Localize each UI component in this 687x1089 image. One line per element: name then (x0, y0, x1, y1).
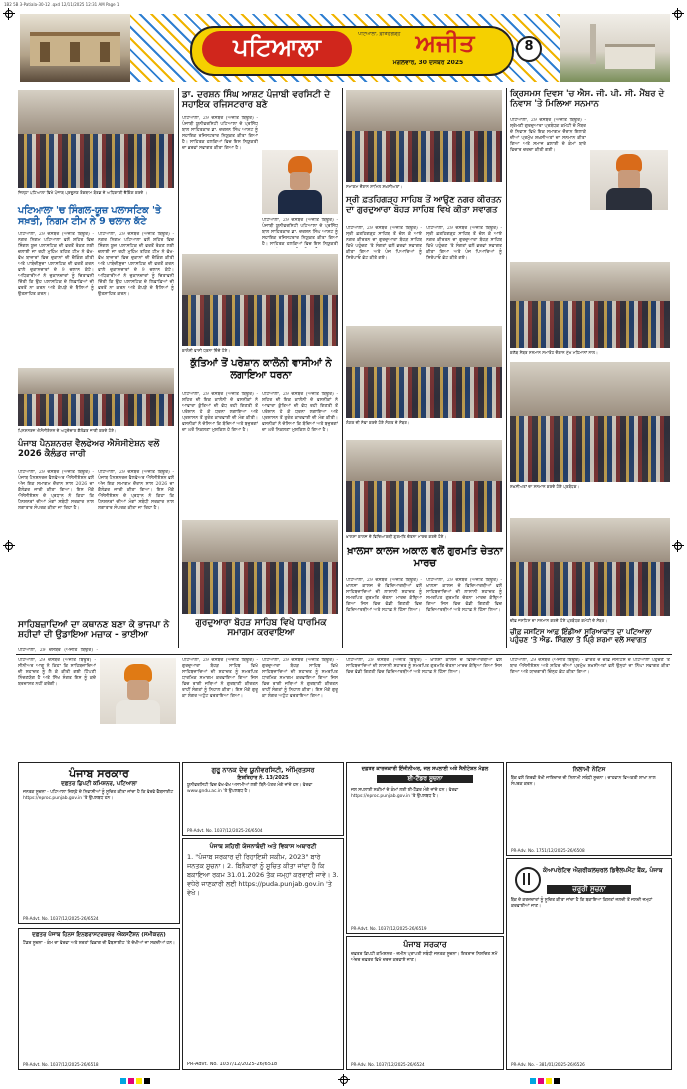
ad-puda (182, 838, 344, 1070)
body-plastic-col2: ਪਟਿਆਲਾ, 29 ਦਸੰਬਰ (ਅਜੀਤ ਬਿਊਰੋ) - ਨਗਰ ਨਿਗਮ ਪਟਿਆਲਾ ਵਲੋਂ ਸ਼ਹਿਰ ਵਿਚ ਸਿੰਗਲ ਯੂਜ਼ ਪਲਾਸਟਿਕ ਦੀ ਵਰਤੋਂ ਰੋਕਣ ਲਈ ਚਲਾਈ ਜਾ ਰਹੀ ਮੁਹਿੰਮ ਤਹਿਤ ਟੀਮ ਨੇ ਵੱਖ-ਵੱਖ ਬਾਜ਼ਾਰਾਂ ਵਿਚ ਦੁਕਾਨਾਂ ਦੀ ਚੈਕਿੰਗ ਕੀਤੀ ਅਤੇ ਪਾਬੰਦੀਸ਼ੁਦਾ ਪਲਾਸਟਿਕ ਦੀ ਵਰਤੋਂ ਕਰਨ ਵਾਲੇ ਦੁਕਾਨਦਾਰਾਂ ਦੇ 9 ਚਲਾਨ ਕੱਟੇ। ਅਧਿਕਾਰੀਆਂ ਨੇ ਦੁਕਾਨਦਾਰਾਂ ਨੂੰ ਚਿਤਾਵਨੀ ਦਿੱਤੀ ਕਿ ਉਹ ਪਲਾਸਟਿਕ ਦੇ ਲਿਫ਼ਾਫ਼ਿਆਂ ਦੀ ਵਰਤੋਂ ਨਾ ਕਰਨ ਅਤੇ ਕੱਪੜੇ ਦੇ ਥੈਲਿਆਂ ਨੂੰ ਉਤਸ਼ਾਹਿਤ ਕਰਨ। (98, 232, 174, 297)
caption-gurmat-march: ਖ਼ਾਲਸਾ ਕਾਲਜ ਦੇ ਵਿਦਿਆਰਥੀ ਗੁਰਮਤਿ ਚੇਤਨਾ ਮਾਰਚ ਕਰਦੇ ਹੋਏ। (346, 534, 447, 539)
body-nagar-kirtan: ਪਟਿਆਲਾ, 29 ਦਸੰਬਰ (ਅਜੀਤ ਬਿਊਰੋ) - ਸ੍ਰੀ ਫ਼ਤਹਿਗੜ੍ਹ ਸਾਹਿਬ ਤੋਂ ਚੱਲ ਕੇ ਆਏ ਨਗਰ ਕੀਰਤਨ ਦਾ ਗੁਰਦੁਆਰਾ ਬੋਹੜ ਸਾਹਿਬ ਵਿਖੇ ਪਹੁੰਚਣ 'ਤੇ ਸੰਗਤਾਂ ਵਲੋਂ ਭਰਵਾਂ ਸਵਾਗਤ ਕੀਤਾ ਗਿਆ ਅਤੇ ਪੰਜ ਪਿਆਰਿਆਂ ਨੂੰ ਸਿਰੋਪਾਓ ਭੇਟ ਕੀਤੇ ਗਏ। (346, 226, 422, 261)
ad-text: ਬੈਂਕ ਦੇ ਕਰਜ਼ਦਾਰਾਂ ਨੂੰ ਸੂਚਿਤ ਕੀਤਾ ਜਾਂਦਾ ਹੈ ਕਿ ਬਕਾਇਆ ਕਿਸ਼ਤਾਂ ਜਲਦੀ ਤੋਂ ਜਲਦੀ ਜਮ੍ਹਾਂ ਕਰਵਾਈਆਂ ਜਾਣ। (511, 898, 653, 909)
ad-title: ਨਿਲਾਮੀ ਨੋਟਿਸ (572, 766, 606, 773)
caption-sewa: ਲੰਗਰ ਦੀ ਸੇਵਾ ਕਰਦੇ ਹੋਏ ਸੰਗਤ ਦੇ ਮੈਂਬਰ। (346, 420, 410, 425)
ad-punjab-sarkar-land (346, 936, 504, 1070)
body-pensioners: ਪਟਿਆਲਾ, 29 ਦਸੰਬਰ (ਅਜੀਤ ਬਿਊਰੋ) - ਪੰਜਾਬ ਪੈਨਸ਼ਨਰਜ਼ ਵੈਲਫੇਅਰ ਐਸੋਸੀਏਸ਼ਨ ਵਲੋਂ ਅੱਜ ਇਕ ਸਮਾਗਮ ਦੌਰਾਨ ਸਾਲ 2026 ਦਾ ਕੈਲੰਡਰ ਜਾਰੀ ਕੀਤਾ ਗਿਆ। ਇਸ ਮੌਕੇ ਐਸੋਸੀਏਸ਼ਨ ਦੇ ਪ੍ਰਧਾਨ ਨੇ ਕਿਹਾ ਕਿ ਪੈਨਸ਼ਨਰਾਂ ਦੀਆਂ ਮੰਗਾਂ ਸਬੰਧੀ ਸਰਕਾਰ ਨਾਲ ਲਗਾਤਾਰ ਸੰਪਰਕ ਕੀਤਾ ਜਾ ਰਿਹਾ ਹੈ। (18, 470, 94, 511)
ad-punjab-sarkar-dc (18, 762, 180, 924)
edition-label: ਪਟਿਆਲਾ, ਫ਼ਤਿਹਗੜ੍ਹ (358, 32, 401, 37)
ad-text: ਜਲ ਸਪਲਾਈ ਸਕੀਮਾਂ ਦੇ ਕੰਮਾਂ ਲਈ ਈ-ਟੈਂਡਰ ਮੰਗੇ ਜਾਂਦੇ ਹਨ। ਵੇਰਵਾ https://eproc.punjab.gov.in 'ਤੇ ਉਪਲਬਧ ਹੈ। (351, 788, 459, 799)
color-bar-yellow (546, 1078, 552, 1084)
headline-bhaiya: ਸਾਹਿਬਜ਼ਾਦਿਆਂ ਦਾ ਕਥਾਨਣ ਬਣਾ ਕੇ ਭਾਜਪਾ ਨੇ ਸ਼ਹੀਦਾਂ ਦੀ ਉਡਾਇਆ ਮਜ਼ਾਕ - ਭਾਈਆ (18, 620, 170, 641)
ad-subtitle: ਇਸ਼ਤਿਹਾਰ ਨੰ. 13/2025 (237, 775, 289, 781)
ad-text: ਬੈਂਕ ਵਲੋਂ ਗਿਰਵੀ ਰੱਖੀ ਜਾਇਦਾਦ ਦੀ ਨਿਲਾਮੀ ਸਬੰਧੀ ਸੂਚਨਾ। ਚਾਹਵਾਨ ਵਿਅਕਤੀ ਸ਼ਾਖਾ ਨਾਲ ਸੰਪਰਕ ਕਰਨ। (511, 776, 656, 787)
photo-bhaiya-portrait (100, 658, 176, 724)
ad-footer: PR-Advt. No. 1037/12/2025-26/6518 (187, 1061, 278, 1067)
ad-text: ਯੂਨੀਵਰਸਿਟੀ ਵਿਚ ਵੱਖ-ਵੱਖ ਅਸਾਮੀਆਂ ਲਈ ਬਿਨੈ-ਪੱਤਰ ਮੰਗੇ ਜਾਂਦੇ ਹਨ। ਵੇਰਵਾ www.gndu.ac.in 'ਤੇ ਉਪਲਬਧ ਹੈ। (187, 783, 313, 794)
ad-footer: PR-Advt. No. 1037/12/2025-26/6524 (23, 915, 99, 921)
headline-plastic: ਪਟਿਆਲਾ 'ਚ ਸਿੰਗਲ-ਯੂਜ਼ ਪਲਾਸਟਿਕ 'ਤੇ ਸਖ਼ਤੀ, ਨਿਗਮ ਟੀਮ ਨੇ 9 ਚਲਾਨ ਕੱਟੇ (18, 205, 162, 227)
section-title: ਪਟਿਆਲਾ (233, 33, 321, 61)
body-plastic: ਪਟਿਆਲਾ, 29 ਦਸੰਬਰ (ਅਜੀਤ ਬਿਊਰੋ) - ਨਗਰ ਨਿਗਮ ਪਟਿਆਲਾ ਵਲੋਂ ਸ਼ਹਿਰ ਵਿਚ ਸਿੰਗਲ ਯੂਜ਼ ਪਲਾਸਟਿਕ ਦੀ ਵਰਤੋਂ ਰੋਕਣ ਲਈ ਚਲਾਈ ਜਾ ਰਹੀ ਮੁਹਿੰਮ ਤਹਿਤ ਟੀਮ ਨੇ ਵੱਖ-ਵੱਖ ਬਾਜ਼ਾਰਾਂ ਵਿਚ ਦੁਕਾਨਾਂ ਦੀ ਚੈਕਿੰਗ ਕੀਤੀ ਅਤੇ ਪਾਬੰਦੀਸ਼ੁਦਾ ਪਲਾਸਟਿਕ ਦੀ ਵਰਤੋਂ ਕਰਨ ਵਾਲੇ ਦੁਕਾਨਦਾਰਾਂ ਦੇ 9 ਚਲਾਨ ਕੱਟੇ। ਅਧਿਕਾਰੀਆਂ ਨੇ ਦੁਕਾਨਦਾਰਾਂ ਨੂੰ ਚਿਤਾਵਨੀ ਦਿੱਤੀ ਕਿ ਉਹ ਪਲਾਸਟਿਕ ਦੇ ਲਿਫ਼ਾਫ਼ਿਆਂ ਦੀ ਵਰਤੋਂ ਨਾ ਕਰਨ ਅਤੇ ਕੱਪੜੇ ਦੇ ਥੈਲਿਆਂ ਨੂੰ ਉਤਸ਼ਾਹਿਤ ਕਰਨ। (18, 232, 94, 297)
registration-mark-icon (338, 1074, 350, 1086)
ad-text: ਦਫ਼ਤਰ ਡਿਪਟੀ ਕਮਿਸ਼ਨਰ - ਜ਼ਮੀਨ ਪ੍ਰਾਪਤੀ ਸਬੰਧੀ ਜਨਤਕ ਸੂਚਨਾ। ਇਤਰਾਜ਼ ਨਿਸ਼ਚਿਤ ਸਮੇਂ ਅੰਦਰ ਦਫ਼ਤਰ ਵਿਖੇ ਦਰਜ ਕਰਵਾਏ ਜਾਣ। (351, 952, 498, 963)
ad-text: 1. "ਪੰਜਾਬ ਸਰਕਾਰ ਦੀ ਰਿਹਾਇਸ਼ੀ ਸਕੀਮ, 2023" ਬਾਰੇ ਜਨਤਕ ਸੂਚਨਾ। 2. ਬਿਨੈਕਾਰਾਂ ਨੂੰ ਸੂਚਿਤ ਕੀਤਾ ਜਾਂਦਾ ਹੈ ਕਿ ਬਕਾਇਆ ਰਕਮ 31.01.2026 ਤੱਕ ਜਮ੍ਹਾਂ ਕਰਵਾਈ ਜਾਵੇ। 3. ਵਧੇਰੇ ਜਾਣਕਾਰੀ ਲਈ https://puda.punjab.gov.in 'ਤੇ ਵੇਖੋ। (187, 853, 339, 897)
headline-nagar-kirtan: ਸ੍ਰੀ ਫ਼ਤਹਿਗੜ੍ਹ ਸਾਹਿਬ ਤੋਂ ਆਉਣ ਨਗਰ ਕੀਰਤਨ ਦਾ ਗੁਰਦੁਆਰਾ ਬੋਹੜ ਸਾਹਿਬ ਵਿਖੇ ਕੀਤਾ ਸਵਾਗਤ (346, 195, 502, 215)
ad-title: ਪੰਜਾਬ ਸਰਕਾਰ (69, 767, 129, 780)
ad-subtitle: ਦਫ਼ਤਰ ਡਿਪਟੀ ਕਮਿਸ਼ਨਰ, ਪਟਿਆਲਾ (61, 781, 137, 787)
body-bohar-sahib-col2: ਪਟਿਆਲਾ, 29 ਦਸੰਬਰ (ਅਜੀਤ ਬਿਊਰੋ) - ਗੁਰਦੁਆਰਾ ਬੋਹੜ ਸਾਹਿਬ ਵਿਖੇ ਸਾਹਿਬਜ਼ਾਦਿਆਂ ਦੀ ਸ਼ਹਾਦਤ ਨੂੰ ਸਮਰਪਿਤ ਧਾਰਮਿਕ ਸਮਾਗਮ ਕਰਵਾਇਆ ਗਿਆ ਜਿਸ ਵਿਚ ਰਾਗੀ ਜਥਿਆਂ ਨੇ ਗੁਰਬਾਣੀ ਕੀਰਤਨ ਰਾਹੀਂ ਸੰਗਤਾਂ ਨੂੰ ਨਿਹਾਲ ਕੀਤਾ। ਇਸ ਮੌਕੇ ਗੁਰੂ ਕਾ ਲੰਗਰ ਅਟੁੱਟ ਵਰਤਾਇਆ ਗਿਆ। (262, 658, 338, 699)
body-dharna-col2: ਪਟਿਆਲਾ, 29 ਦਸੰਬਰ (ਅਜੀਤ ਬਿਊਰੋ) - ਸ਼ਹਿਰ ਦੀ ਇਕ ਕਾਲੋਨੀ ਦੇ ਵਸਨੀਕਾਂ ਨੇ ਆਵਾਰਾ ਕੁੱਤਿਆਂ ਦੀ ਵੱਧ ਰਹੀ ਗਿਣਤੀ ਤੋਂ ਪਰੇਸ਼ਾਨ ਹੋ ਕੇ ਧਰਨਾ ਲਗਾਇਆ ਅਤੇ ਪ੍ਰਸ਼ਾਸਨ ਤੋਂ ਤੁਰੰਤ ਕਾਰਵਾਈ ਦੀ ਮੰਗ ਕੀਤੀ। ਵਸਨੀਕਾਂ ਨੇ ਦੱਸਿਆ ਕਿ ਬੱਚਿਆਂ ਅਤੇ ਬਜ਼ੁਰਗਾਂ ਦਾ ਘਰੋਂ ਨਿਕਲਣਾ ਮੁਸ਼ਕਿਲ ਹੋ ਗਿਆ ਹੈ। (262, 392, 338, 433)
masthead-photo-right (560, 14, 670, 82)
masthead-photo-left (20, 14, 130, 82)
photo-aasht-portrait (262, 150, 338, 214)
ad-title: ਦਫ਼ਤਰ ਕਾਰਜਕਾਰੀ ਇੰਜੀਨੀਅਰ, ਜਲ ਸਪਲਾਈ ਅਤੇ ਸੈਨੀਟੇਸ਼ਨ ਮੰਡਲ (361, 766, 489, 772)
caption-pensioners: ਪਿਨਸ਼ਨਰਜ਼ ਐਸੋਸੀਏਸ਼ਨ ਦੇ ਅਹੁਦੇਦਾਰ ਕੈਲੰਡਰ ਜਾਰੀ ਕਰਦੇ ਹੋਏ। (18, 428, 117, 433)
ad-footer: PR-Adv. No. 1751/12/2025-26/6508 (511, 847, 585, 853)
body-sgpc: ਪਟਿਆਲਾ, 29 ਦਸੰਬਰ (ਅਜੀਤ ਬਿਊਰੋ) - ਸ਼੍ਰੋਮਣੀ ਗੁਰਦੁਆਰਾ ਪ੍ਰਬੰਧਕ ਕਮੇਟੀ ਦੇ ਮੈਂਬਰ ਦੇ ਨਿਵਾਸ ਵਿਖੇ ਇਕ ਸਮਾਗਮ ਦੌਰਾਨ ਇਲਾਕੇ ਦੀਆਂ ਪ੍ਰਮੁੱਖ ਸ਼ਖ਼ਸੀਅਤਾਂ ਦਾ ਸਨਮਾਨ ਕੀਤਾ ਗਿਆ ਅਤੇ ਸਮਾਜ ਭਲਾਈ ਦੇ ਕੰਮਾਂ ਬਾਰੇ ਵਿਚਾਰ ਚਰਚਾ ਕੀਤੀ ਗਈ। (510, 118, 586, 153)
ad-footer: PR-Advt. No. 1037/12/2025-26/6519 (351, 925, 427, 931)
photo-langar (182, 520, 338, 614)
registration-mark-icon (672, 540, 684, 552)
registration-mark-icon (3, 8, 15, 20)
body-aasht-col2: ਪਟਿਆਲਾ, 29 ਦਸੰਬਰ (ਅਜੀਤ ਬਿਊਰੋ) - ਪੰਜਾਬੀ ਯੂਨੀਵਰਸਿਟੀ ਪਟਿਆਲਾ ਦੇ ਪ੍ਰਸਿੱਧ ਬਾਲ ਸਾਹਿਤਕਾਰ ਡਾ. ਦਰਸ਼ਨ ਸਿੰਘ ਆਸ਼ਟ ਨੂੰ ਸਹਾਇਕ ਰਜਿਸਟਰਾਰ ਨਿਯੁਕਤ ਕੀਤਾ ਗਿਆ ਹੈ। ਸਾਹਿਤਕ ਹਲਕਿਆਂ ਵਿਚ ਇਸ ਨਿਯੁਕਤੀ (262, 218, 338, 247)
page-number: 8 (524, 39, 534, 54)
body-gurmat-march-col2: ਪਟਿਆਲਾ, 29 ਦਸੰਬਰ (ਅਜੀਤ ਬਿਊਰੋ) - ਖ਼ਾਲਸਾ ਕਾਲਜ ਦੇ ਵਿਦਿਆਰਥੀਆਂ ਵਲੋਂ ਸਾਹਿਬਜ਼ਾਦਿਆਂ ਦੀ ਲਾਸਾਨੀ ਸ਼ਹਾਦਤ ਨੂੰ ਸਮਰਪਿਤ ਗੁਰਮਤਿ ਚੇਤਨਾ ਮਾਰਚ ਕੱਢਿਆ ਗਿਆ ਜਿਸ ਵਿਚ ਵੱਡੀ ਗਿਣਤੀ ਵਿਚ ਵਿਦਿਆਰਥੀਆਂ ਅਤੇ ਸਟਾਫ਼ ਨੇ ਹਿੱਸਾ ਲਿਆ। (426, 578, 502, 613)
body-dharna: ਪਟਿਆਲਾ, 29 ਦਸੰਬਰ (ਅਜੀਤ ਬਿਊਰੋ) - ਸ਼ਹਿਰ ਦੀ ਇਕ ਕਾਲੋਨੀ ਦੇ ਵਸਨੀਕਾਂ ਨੇ ਆਵਾਰਾ ਕੁੱਤਿਆਂ ਦੀ ਵੱਧ ਰਹੀ ਗਿਣਤੀ ਤੋਂ ਪਰੇਸ਼ਾਨ ਹੋ ਕੇ ਧਰਨਾ ਲਗਾਇਆ ਅਤੇ ਪ੍ਰਸ਼ਾਸਨ ਤੋਂ ਤੁਰੰਤ ਕਾਰਵਾਈ ਦੀ ਮੰਗ ਕੀਤੀ। ਵਸਨੀਕਾਂ ਨੇ ਦੱਸਿਆ ਕਿ ਬੱਚਿਆਂ ਅਤੇ ਬਜ਼ੁਰਗਾਂ ਦਾ ਘਰੋਂ ਨਿਕਲਣਾ ਮੁਸ਼ਕਿਲ ਹੋ ਗਿਆ ਹੈ। (182, 392, 258, 433)
headline-dharna: ਕੁੱਤਿਆਂ ਤੋਂ ਪਰੇਸ਼ਾਨ ਕਾਲੋਨੀ ਵਾਸੀਆਂ ਨੇ ਲਗਾਇਆ ਧਰਨਾ (190, 358, 332, 381)
headline-chief-justice: ਚੀਫ਼ ਜਸਟਿਸ ਆਫ਼ ਇੰਡੀਆ ਸੂਰਿਆਕਾਂਤ ਦਾ ਪਟਿਆਲਾ ਪਹੁੰਚਣ 'ਤੇ ਐਡ. ਸਿੰਗਲਾ ਤੇ ਪ੍ਰਿੰ ਸ਼ਰਮਾ ਵਲੋਂ ਸਵਾਗਤ (510, 628, 652, 645)
caption-chief-justice: ਚੀਫ਼ ਜਸਟਿਸ ਦਾ ਸਨਮਾਨ ਕਰਦੇ ਹੋਏ ਪ੍ਰਬੰਧਕ ਕਮੇਟੀ ਦੇ ਮੈਂਬਰ। (510, 618, 608, 623)
color-bar-black (554, 1078, 560, 1084)
color-bar-magenta (128, 1078, 134, 1084)
ad-cooperative-bank (506, 858, 672, 1070)
photo-nagar-kirtan (346, 90, 502, 182)
photo-club-members (510, 262, 670, 348)
ad-tender-infra (18, 928, 180, 1070)
headline-pensioners: ਪੰਜਾਬ ਪੈਨਸ਼ਨਰਜ਼ ਵੈਲਫੇਅਰ ਐਸੋਸੀਏਸ਼ਨ ਵਲੋਂ 2026 ਕੈਲੰਡਰ ਜਾਰੀ (18, 439, 160, 459)
body-bhaiya: ਪਟਿਆਲਾ, 29 ਦਸੰਬਰ (ਅਜੀਤ ਬਿਊਰੋ) - (18, 648, 98, 652)
caption-dharna: ਕਾਲੋਨੀ ਵਾਸੀ ਧਰਨਾ ਦਿੰਦੇ ਹੋਏ। (182, 348, 231, 353)
color-bar-black (144, 1078, 150, 1084)
body-aasht: ਪਟਿਆਲਾ, 29 ਦਸੰਬਰ (ਅਜੀਤ ਬਿਊਰੋ) - ਪੰਜਾਬੀ ਯੂਨੀਵਰਸਿਟੀ ਪਟਿਆਲਾ ਦੇ ਪ੍ਰਸਿੱਧ ਬਾਲ ਸਾਹਿਤਕਾਰ ਡਾ. ਦਰਸ਼ਨ ਸਿੰਘ ਆਸ਼ਟ ਨੂੰ ਸਹਾਇਕ ਰਜਿਸਟਰਾਰ ਨਿਯੁਕਤ ਕੀਤਾ ਗਿਆ ਹੈ। ਸਾਹਿਤਕ ਹਲਕਿਆਂ ਵਿਚ ਇਸ ਨਿਯੁਕਤੀ ਦਾ ਭਰਵਾਂ ਸਵਾਗਤ ਕੀਤਾ ਗਿਆ ਹੈ। (182, 116, 258, 151)
masthead (20, 14, 670, 82)
print-slug: 1B2 5B 3-Patiala-30-12 .qxd 12/11/2025 12:31 AM Page 1 (4, 2, 120, 7)
headline-sgpc: ਕ੍ਰਿਸਮਸ ਦਿਵਸ 'ਚ ਐਸ. ਜੀ. ਪੀ. ਸੀ. ਮੈਂਬਰ ਦੇ ਨਿਵਾਸ 'ਤੇ ਮਿਲਿਆ ਸਨਮਾਨ (510, 89, 665, 109)
ad-text: ਜਨਤਕ ਸੂਚਨਾ - ਪਟਿਆਲਾ ਜ਼ਿਲ੍ਹੇ ਦੇ ਨਿਵਾਸੀਆਂ ਨੂੰ ਸੂਚਿਤ ਕੀਤਾ ਜਾਂਦਾ ਹੈ ਕਿ ਵੇਰਵੇ ਵੈੱਬਸਾਈਟ https://eproc.punjab.gov.in 'ਤੇ ਉਪਲਬਧ ਹਨ। (23, 790, 174, 801)
ad-title: ਦਫ਼ਤਰ ਪੰਜਾਬ ਹਿਨਜ ਇਨਫਰਾਸਟਰਕਚਰ ਐਕਸਟੈਂਸ਼ਨ (ਸਮੀਕਰਨ) (32, 932, 166, 938)
body-gurmat-march-col3: ਪਟਿਆਲਾ, 29 ਦਸੰਬਰ (ਅਜੀਤ ਬਿਊਰੋ) - ਖ਼ਾਲਸਾ ਕਾਲਜ ਦੇ ਵਿਦਿਆਰਥੀਆਂ ਵਲੋਂ ਸਾਹਿਬਜ਼ਾਦਿਆਂ ਦੀ ਲਾਸਾਨੀ ਸ਼ਹਾਦਤ ਨੂੰ ਸਮਰਪਿਤ ਗੁਰਮਤਿ ਚੇਤਨਾ ਮਾਰਚ ਕੱਢਿਆ ਗਿਆ ਜਿਸ ਵਿਚ ਵੱਡੀ ਗਿਣਤੀ ਵਿਚ ਵਿਦਿਆਰਥੀਆਂ ਅਤੇ ਸਟਾਫ਼ ਨੇ ਹਿੱਸਾ ਲਿਆ। (346, 658, 502, 675)
ad-footer: PR-Advt. No. 1037/12/2025-26/6504 (187, 827, 263, 833)
issue-date: ਮੰਗਲਵਾਰ, 30 ਦਸੰਬਰ 2025 (392, 60, 464, 66)
photo-sewa (346, 326, 502, 418)
color-bar-cyan (530, 1078, 536, 1084)
ad-subtitle: ਈ-ਟੈਂਡਰ ਸੂਚਨਾ (377, 775, 473, 783)
ad-subtitle: ਜ਼ਰੂਰੀ ਸੂਚਨਾ (547, 885, 631, 894)
photo-gurmat-march (346, 440, 502, 532)
ad-title: ਪੰਜਾਬ ਸਰਕਾਰ (403, 940, 447, 949)
ad-text: ਟੈਂਡਰ ਸੂਚਨਾ - ਕੰਮ ਦਾ ਵੇਰਵਾ ਅਤੇ ਸ਼ਰਤਾਂ ਵਿਭਾਗ ਦੀ ਵੈੱਬਸਾਈਟ 'ਤੇ ਦੇਖੀਆਂ ਜਾ ਸਕਦੀਆਂ ਹਨ। (23, 941, 175, 946)
body-chief-justice: ਪਟਿਆਲਾ, 29 ਦਸੰਬਰ (ਅਜੀਤ ਬਿਊਰੋ) - ਭਾਰਤ ਦੇ ਚੀਫ਼ ਜਸਟਿਸ ਦੇ ਪਟਿਆਲਾ ਪਹੁੰਚਣ 'ਤੇ ਬਾਰ ਐਸੋਸੀਏਸ਼ਨ ਅਤੇ ਸ਼ਹਿਰ ਦੀਆਂ ਪ੍ਰਮੁੱਖ ਸ਼ਖ਼ਸੀਅਤਾਂ ਵਲੋਂ ਉਨ੍ਹਾਂ ਦਾ ਨਿੱਘਾ ਸਵਾਗਤ ਕੀਤਾ ਗਿਆ ਅਤੇ ਯਾਦਗਾਰੀ ਚਿੰਨ੍ਹ ਭੇਟ ਕੀਤਾ ਗਿਆ। (510, 658, 670, 675)
caption-club-members: ਕਲੱਬ ਮੈਂਬਰ ਸਨਮਾਨ ਸਮਾਰੋਹ ਦੌਰਾਨ ਮੁੱਖ ਮਹਿਮਾਨਾਂ ਨਾਲ। (510, 350, 598, 355)
photo-plastic-check (18, 90, 174, 188)
ad-footer: PR-Adv. No. 1037/12/2025-26/6524 (351, 1061, 425, 1067)
body-pensioners-col2: ਪਟਿਆਲਾ, 29 ਦਸੰਬਰ (ਅਜੀਤ ਬਿਊਰੋ) - ਪੰਜਾਬ ਪੈਨਸ਼ਨਰਜ਼ ਵੈਲਫੇਅਰ ਐਸੋਸੀਏਸ਼ਨ ਵਲੋਂ ਅੱਜ ਇਕ ਸਮਾਗਮ ਦੌਰਾਨ ਸਾਲ 2026 ਦਾ ਕੈਲੰਡਰ ਜਾਰੀ ਕੀਤਾ ਗਿਆ। ਇਸ ਮੌਕੇ ਐਸੋਸੀਏਸ਼ਨ ਦੇ ਪ੍ਰਧਾਨ ਨੇ ਕਿਹਾ ਕਿ ਪੈਨਸ਼ਨਰਾਂ ਦੀਆਂ ਮੰਗਾਂ ਸਬੰਧੀ ਸਰਕਾਰ ਨਾਲ ਲਗਾਤਾਰ ਸੰਪਰਕ ਕੀਤਾ ਜਾ ਰਿਹਾ ਹੈ। (98, 470, 174, 511)
photo-chief-justice (510, 518, 670, 616)
ad-gndu (182, 762, 344, 836)
ad-footer: PR-Adv. No. - 381/01/2025-26/6526 (511, 1061, 585, 1067)
photo-dharna (182, 254, 338, 346)
ad-title: ਪੰਜਾਬ ਸ਼ਹਿਰੀ ਯੋਜਨਾਬੰਦੀ ਅਤੇ ਵਿਕਾਸ ਅਥਾਰਟੀ (209, 843, 317, 850)
body-bohar-sahib: ਪਟਿਆਲਾ, 29 ਦਸੰਬਰ (ਅਜੀਤ ਬਿਊਰੋ) - ਗੁਰਦੁਆਰਾ ਬੋਹੜ ਸਾਹਿਬ ਵਿਖੇ ਸਾਹਿਬਜ਼ਾਦਿਆਂ ਦੀ ਸ਼ਹਾਦਤ ਨੂੰ ਸਮਰਪਿਤ ਧਾਰਮਿਕ ਸਮਾਗਮ ਕਰਵਾਇਆ ਗਿਆ ਜਿਸ ਵਿਚ ਰਾਗੀ ਜਥਿਆਂ ਨੇ ਗੁਰਬਾਣੀ ਕੀਰਤਨ ਰਾਹੀਂ ਸੰਗਤਾਂ ਨੂੰ ਨਿਹਾਲ ਕੀਤਾ। ਇਸ ਮੌਕੇ ਗੁਰੂ ਕਾ ਲੰਗਰ ਅਟੁੱਟ ਵਰਤਾਇਆ ਗਿਆ। (182, 658, 258, 699)
ad-footer: PR-Advt. No. 1037/12/2025-26/6518 (23, 1061, 99, 1067)
registration-mark-icon (3, 540, 15, 552)
ad-water-supply (346, 762, 504, 934)
headline-bohar-sahib: ਗੁਰਦੁਆਰਾ ਬੋਹੜ ਸਾਹਿਬ ਵਿਖੇ ਧਾਰਮਿਕ ਸਮਾਗਮ ਕਰਵਾਇਆ (195, 618, 327, 639)
color-bar-cyan (120, 1078, 126, 1084)
ad-auction (506, 762, 672, 856)
caption-plastic-check: ਜ਼ਿਲ੍ਹਾ ਪਟਿਆਲਾ ਵਿਖੇ ਪੰਜਾਬ ਪ੍ਰਦੂਸ਼ਣ ਰੋਕਥਾਮ ਬੋਰਡ ਦੇ ਅਧਿਕਾਰੀ ਚੈਕਿੰਗ ਕਰਦੇ । (18, 190, 148, 195)
body-nagar-kirtan-col2: ਪਟਿਆਲਾ, 29 ਦਸੰਬਰ (ਅਜੀਤ ਬਿਊਰੋ) - ਸ੍ਰੀ ਫ਼ਤਹਿਗੜ੍ਹ ਸਾਹਿਬ ਤੋਂ ਚੱਲ ਕੇ ਆਏ ਨਗਰ ਕੀਰਤਨ ਦਾ ਗੁਰਦੁਆਰਾ ਬੋਹੜ ਸਾਹਿਬ ਵਿਖੇ ਪਹੁੰਚਣ 'ਤੇ ਸੰਗਤਾਂ ਵਲੋਂ ਭਰਵਾਂ ਸਵਾਗਤ ਕੀਤਾ ਗਿਆ ਅਤੇ ਪੰਜ ਪਿਆਰਿਆਂ ਨੂੰ ਸਿਰੋਪਾਓ ਭੇਟ ਕੀਤੇ ਗਏ। (426, 226, 502, 261)
ad-title: ਗੁਰੂ ਨਾਨਕ ਦੇਵ ਯੂਨੀਵਰਸਿਟੀ, ਅੰਮ੍ਰਿਤਸਰ (211, 766, 315, 774)
paper-name: ਅਜੀਤ (415, 29, 475, 57)
caption-honour: ਸ਼ਖ਼ਸੀਅਤਾਂ ਦਾ ਸਨਮਾਨ ਕਰਦੇ ਹੋਏ ਪ੍ਰਬੰਧਕ। (510, 484, 580, 489)
headline-aasht: ਡਾ. ਦਰਸ਼ਨ ਸਿੰਘ ਆਸ਼ਟ ਪੰਜਾਬੀ ਵਰਸਿਟੀ ਦੇ ਸਹਾਇਕ ਰਜਿਸਟਰਾਰ ਬਣੇ (182, 90, 331, 111)
body-bhaiya-col2: ਪਟਿਆਲਾ, 29 ਦਸੰਬਰ (ਅਜੀਤ ਬਿਊਰੋ) - ਸੀਨੀਅਰ ਆਗੂ ਨੇ ਕਿਹਾ ਕਿ ਸਾਹਿਬਜ਼ਾਦਿਆਂ ਦੀ ਸ਼ਹਾਦਤ ਨੂੰ ਲੈ ਕੇ ਕੀਤੀ ਗਈ ਟਿੱਪਣੀ ਨਿੰਦਣਯੋਗ ਹੈ ਅਤੇ ਸਿੱਖ ਸੰਗਤ ਇਸ ਨੂੰ ਕਦੇ ਬਰਦਾਸ਼ਤ ਨਹੀਂ ਕਰੇਗੀ। (18, 658, 96, 687)
caption-nagar-kirtan: ਸਮਾਗਮ ਦੌਰਾਨ ਸ਼ਾਮਿਲ ਸ਼ਖ਼ਸੀਅਤਾਂ। (346, 184, 403, 189)
color-bar-yellow (136, 1078, 142, 1084)
color-bar-magenta (538, 1078, 544, 1084)
photo-honour (510, 362, 670, 482)
photo-sgpc-portrait (590, 150, 668, 210)
photo-pensioners (18, 368, 174, 426)
headline-gurmat-march: ਖ਼ਾਲਸਾ ਕਾਲਜ ਅਕਾਲ ਵਲੋਂ ਗੁਰਮਤਿ ਚੇਤਨਾ ਮਾਰਚ (347, 546, 503, 569)
ad-title: ਕੋਆਪਰੇਟਿਵ ਐਗਰੀਕਲਚਰਲ ਡਿਵੈਲਪਮੈਂਟ ਬੈਂਕ, ਪੰਜਾਬ (543, 867, 663, 874)
body-gurmat-march: ਪਟਿਆਲਾ, 29 ਦਸੰਬਰ (ਅਜੀਤ ਬਿਊਰੋ) - ਖ਼ਾਲਸਾ ਕਾਲਜ ਦੇ ਵਿਦਿਆਰਥੀਆਂ ਵਲੋਂ ਸਾਹਿਬਜ਼ਾਦਿਆਂ ਦੀ ਲਾਸਾਨੀ ਸ਼ਹਾਦਤ ਨੂੰ ਸਮਰਪਿਤ ਗੁਰਮਤਿ ਚੇਤਨਾ ਮਾਰਚ ਕੱਢਿਆ ਗਿਆ ਜਿਸ ਵਿਚ ਵੱਡੀ ਗਿਣਤੀ ਵਿਚ ਵਿਦਿਆਰਥੀਆਂ ਅਤੇ ਸਟਾਫ਼ ਨੇ ਹਿੱਸਾ ਲਿਆ। (346, 578, 422, 613)
registration-mark-icon (672, 8, 684, 20)
